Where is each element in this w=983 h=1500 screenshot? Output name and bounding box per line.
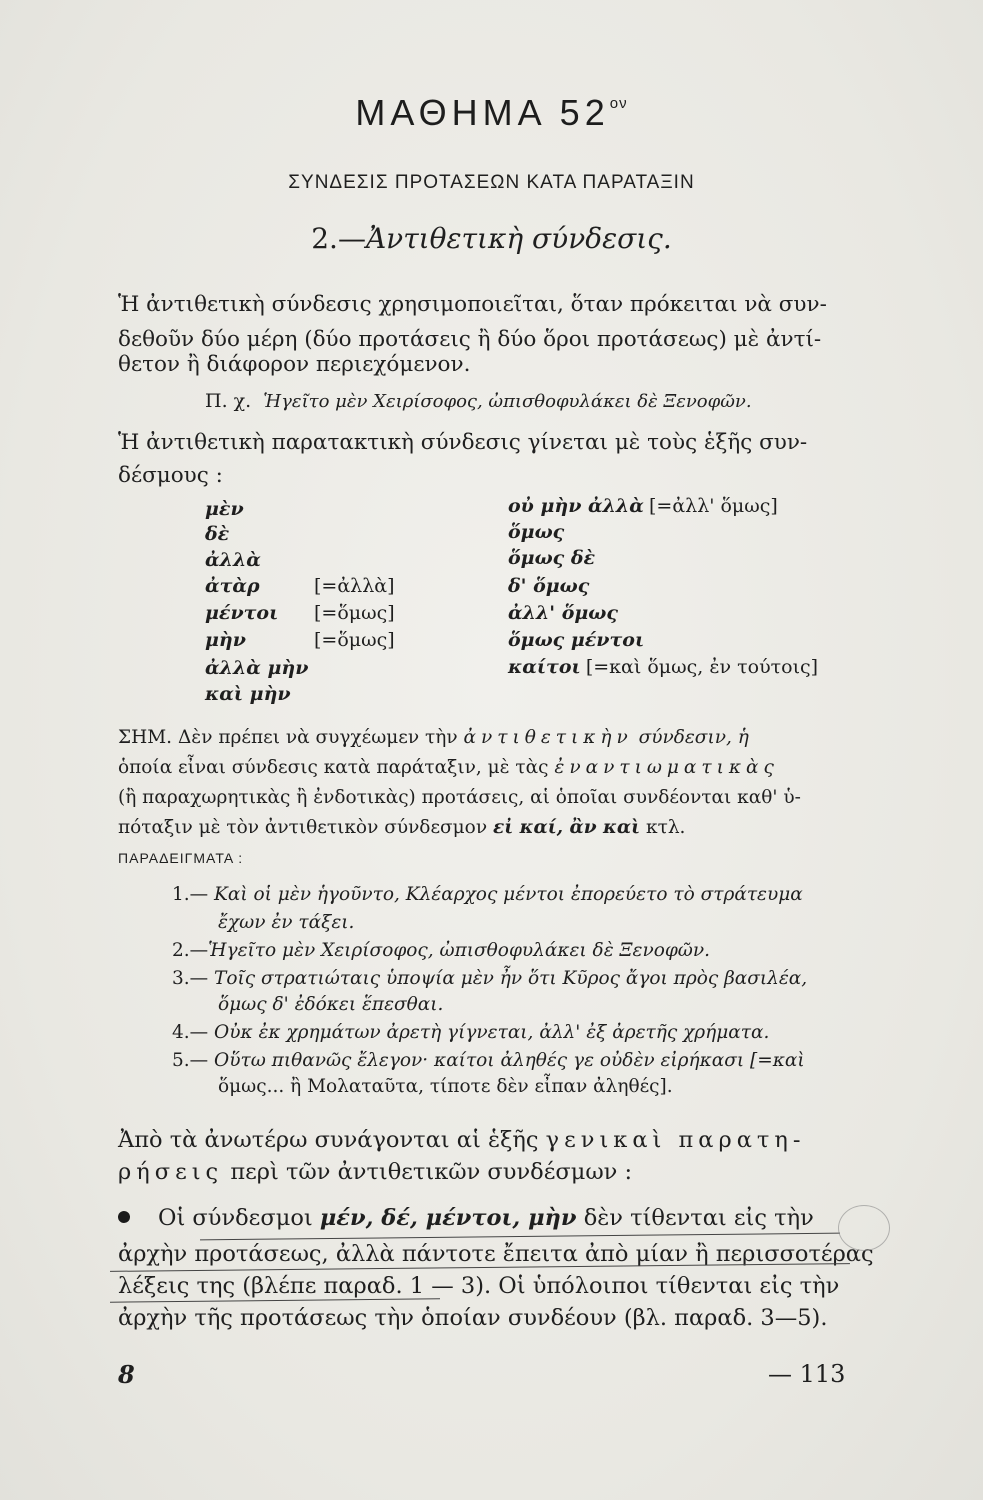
signature-mark: 8 [118, 1360, 135, 1389]
example-1-cont: ἔχων ἐν τάξει. [218, 912, 355, 933]
conj-right-word: ἀλλ' ὅμως [508, 602, 618, 624]
pencil-mark [838, 1205, 890, 1251]
note-line-2: ὁποία εἶναι σύνδεσις κατὰ παράταξιν, μὲ τὰς ἐναντιωματικὰς [118, 757, 779, 778]
conj-left-note: [=ὅμως] [314, 629, 395, 651]
conclusion-line-1: Ἀπὸ τὰ ἀνωτέρω συνάγονται αἱ ἑξῆς γενικαὶ παρατη- [118, 1127, 806, 1153]
rule-line-2: ἀρχὴν προτάσεως, ἀλλὰ πάντοτε ἔπειτα ἀπὸ μίαν ἢ περισσοτέρας [118, 1241, 874, 1267]
conj-left-word: δὲ [205, 523, 230, 545]
intro-line-1: Ἡ ἀντιθετικὴ σύνδεσις χρησιμοποιεῖται, ὅταν πρόκειται νὰ συν- [118, 292, 827, 317]
conj-right-word: δ' ὅμως [508, 575, 590, 597]
example-1: 1.— Καὶ οἱ μὲν ἡγοῦντο, Κλέαρχος μέντοι ἐπορεύετο τὸ στράτευμα [172, 884, 803, 905]
conj-left-word: μὲν [205, 498, 244, 520]
conj-left-note: [=ὅμως] [314, 602, 395, 624]
conj-left-word: ἀτὰρ [205, 575, 260, 597]
conclusion-line-2: ρήσεις περὶ τῶν ἀντιθετικῶν συνδέσμων : [118, 1159, 633, 1185]
example-5: 5.— Οὕτω πιθανῶς ἔλεγον· καίτοι ἀληθές γε οὐδὲν εἰρήκασι [=καὶ [172, 1050, 805, 1071]
example-2: 2.—Ἡγεῖτο μὲν Χειρίσοφος, ὠπισθοφυλάκει δὲ Ξενοφῶν. [172, 940, 710, 961]
lesson-subtitle: ΣΥΝΔΕΣΙΣ ΠΡΟΤΑΣΕΩΝ ΚΑΤΑ ΠΑΡΑΤΑΞΙΝ [288, 172, 695, 193]
example-4: 4.— Οὐκ ἐκ χρημάτων ἀρετὴ γίγνεται, ἀλλ' ἐξ ἀρετῆς χρήματα. [172, 1022, 770, 1043]
page-number: — 113 [768, 1360, 846, 1388]
conj-left-word: μέντοι [205, 602, 279, 624]
conj-left-word: μὴν [205, 629, 246, 651]
intro-example: Π. χ. Ἡγεῖτο μὲν Χειρίσοφος, ὠπισθοφυλάκει δὲ Ξενοφῶν. [205, 390, 752, 412]
conjunctions-intro-line-1: Ἡ ἀντιθετικὴ παρατακτικὴ σύνδεσις γίνεται μὲ τοὺς ἑξῆς συν- [118, 430, 808, 455]
conj-left-word: ἀλλὰ [205, 549, 261, 571]
conj-left-word: ἀλλὰ μὴν [205, 657, 309, 679]
conj-right-word: ὅμως [508, 521, 565, 543]
rule-line-3: λέξεις της (βλέπε παραδ. 1 — 3). Οἱ ὑπόλοιποι τίθενται εἰς τὴν [118, 1273, 840, 1299]
conj-right-word: ὅμως δὲ [508, 547, 596, 569]
example-5-cont: ὅμως... ἢ Μολαταῦτα, τίποτε δὲν εἶπαν ἀληθές]. [218, 1076, 673, 1097]
example-3: 3.— Τοῖς στρατιώταις ὑποψία μὲν ἦν ὅτι Κῦρος ἄγοι πρὸς βασιλέα, [172, 968, 808, 989]
conj-left-word: καὶ μὴν [205, 683, 291, 705]
intro-line-2: δεθοῦν δύο μέρη (δύο προτάσεις ἢ δύο ὅροι προτάσεως) μὲ ἀντί- [118, 327, 822, 352]
bullet-icon [118, 1211, 130, 1223]
conjunctions-intro-line-2: δέσμους : [118, 463, 223, 488]
conj-left-note: [=ἀλλὰ] [314, 575, 395, 597]
conj-right-word: ὅμως μέντοι [508, 629, 645, 651]
conj-right-row: οὐ μὴν ἀλλὰ [=ἀλλ' ὅμως] [508, 495, 778, 517]
lesson-title: ΜΑΘΗΜΑ $52^{o\nu}$ [355, 92, 628, 133]
note-line-4: πόταξιν μὲ τὸν ἀντιθετικὸν σύνδεσμον εἰ καί, ἂν καὶ κτλ. [118, 817, 686, 838]
intro-line-3: θετον ἢ διάφορον περιεχόμενον. [118, 352, 471, 377]
note-line-3: (ἢ παραχωρητικὰς ἢ ἐνδοτικὰς) προτάσεις, αἱ ὁποῖαι συνδέονται καθ' ὑ- [118, 787, 801, 808]
examples-label: ΠΑΡΑΔΕΙΓΜΑΤΑ : [118, 850, 244, 866]
rule-line-1: Οἱ σύνδεσμοι μέν, δέ, μέντοι, μὴν δὲν τίθενται εἰς τὴν [118, 1200, 814, 1237]
conj-right-row: καίτοι [=καὶ ὅμως, ἐν τούτοις] [508, 656, 819, 678]
section-heading: 2.—Ἀντιθετικὴ σύνδεσις. [311, 222, 672, 255]
rule-line-4: ἀρχὴν τῆς προτάσεως τὴν ὁποίαν συνδέουν (βλ. παραδ. 3—5). [118, 1305, 828, 1331]
example-3-cont: ὅμως δ' ἐδόκει ἕπεσθαι. [218, 994, 444, 1015]
note-line-1: ΣΗΜ. Δὲν πρέπει νὰ συγχέωμεν τὴν ἀντιθετικὴν σύνδεσιν, ἡ [118, 727, 749, 748]
